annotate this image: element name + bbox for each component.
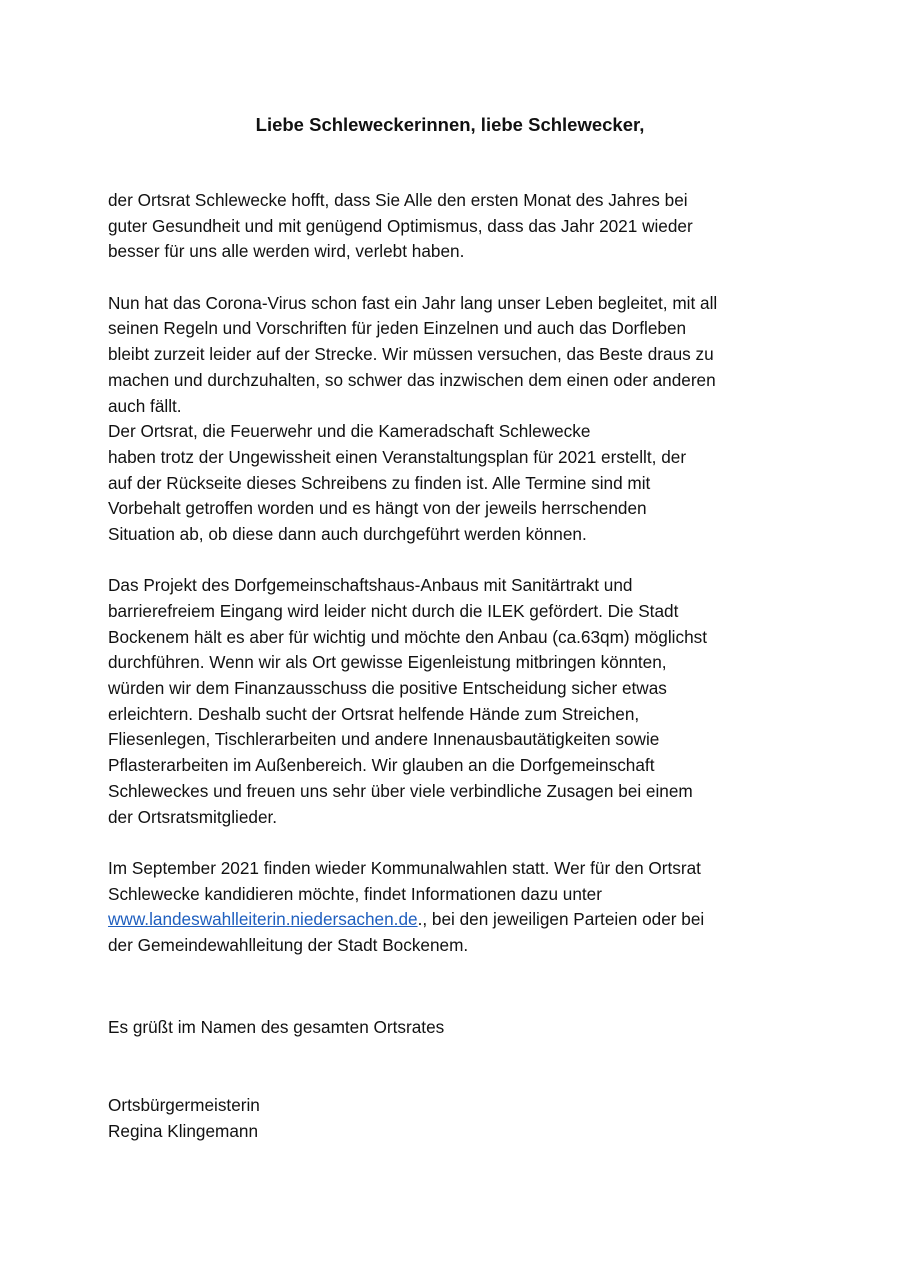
- text-line: Bockenem hält es aber für wichtig und möchte den Anbau (ca.63qm) möglichst: [108, 626, 708, 647]
- text-line: barrierefreiem Eingang wird leider nicht durch die ILEK gefördert. Die Stadt: [108, 601, 679, 621]
- text-line: Situation ab, ob diese dann auch durchgeführt werden können.: [108, 523, 587, 544]
- text-line: der Ortsratsmitglieder.: [108, 806, 278, 827]
- text-line: seinen Regeln und Vorschriften für jeden Einzelnen und auch das Dorfleben: [108, 318, 687, 339]
- signature-title: Ortsbürgermeisterin: [108, 1095, 260, 1115]
- text-line: Pflasterarbeiten im Außenbereich. Wir glauben an die Dorfgemeinschaft: [108, 755, 655, 776]
- text-line: Der Ortsrat, die Feuerwehr und die Kameradschaft Schlewecke: [108, 421, 591, 442]
- signature-name: Regina Klingemann: [108, 1120, 259, 1141]
- paragraph-intro: [108, 188, 798, 265]
- link-trailing-text: ., bei den jeweiligen Parteien oder bei: [417, 909, 705, 930]
- closing-line: Es grüßt im Namen des gesamten Ortsrates: [108, 1017, 445, 1037]
- signature-block: [108, 1093, 260, 1144]
- text-line: Nun hat das Corona-Virus schon fast ein Jahr lang unser Leben begleitet, mit all: [108, 292, 718, 313]
- election-info-link[interactable]: www.landeswahlleiterin.niedersachen.de: [108, 909, 418, 930]
- text-line: auch fällt.: [108, 395, 182, 416]
- text-line: erleichtern. Deshalb sucht der Ortsrat helfende Hände zum Streichen,: [108, 703, 640, 724]
- paragraph-project: [108, 573, 798, 830]
- text-line: Vorbehalt getroffen worden und es hängt von der jeweils herrschenden: [108, 498, 647, 519]
- text-line: haben trotz der Ungewissheit einen Veranstaltungsplan für 2021 erstellt, der: [108, 446, 687, 467]
- text-line: Schlewecke kandidieren möchte, findet Informationen dazu unter: [108, 883, 602, 904]
- text-line: machen und durchzuhalten, so schwer das inzwischen dem einen oder anderen: [108, 369, 716, 390]
- paragraph-corona: [108, 291, 798, 548]
- text-line: durchführen. Wenn wir als Ort gewisse Eigenleistung mitbringen könnten,: [108, 652, 667, 673]
- text-line: Schleweckes und freuen uns sehr über viele verbindliche Zusagen bei einem: [108, 780, 693, 801]
- paragraph-gap: [108, 830, 798, 856]
- text-line-with-link: [108, 907, 798, 933]
- text-line: Im September 2021 finden wieder Kommunalwahlen statt. Wer für den Ortsrat: [108, 857, 701, 878]
- text-line: der Ortsrat Schlewecke hofft, dass Sie Alle den ersten Monat des Jahres bei: [108, 190, 688, 210]
- text-line: besser für uns alle werden wird, verlebt haben.: [108, 241, 465, 262]
- text-line: guter Gesundheit und mit genügend Optimismus, dass das Jahr 2021 wieder: [108, 215, 693, 236]
- greeting-heading: Liebe Schleweckerinnen, liebe Schlewecker,: [255, 114, 645, 135]
- paragraph-gap: [108, 548, 798, 574]
- letter-body: [108, 188, 798, 959]
- text-line: auf der Rückseite dieses Schreibens zu finden ist. Alle Termine sind mit: [108, 472, 651, 493]
- paragraph-gap: [108, 265, 798, 291]
- text-line: würden wir dem Finanzausschuss die positive Entscheidung sicher etwas: [108, 678, 667, 699]
- text-line: der Gemeindewahlleitung der Stadt Bockenem.: [108, 934, 469, 955]
- text-line: Das Projekt des Dorfgemeinschaftshaus-Anbaus mit Sanitärtrakt und: [108, 575, 633, 596]
- paragraph-elections: [108, 856, 798, 959]
- text-line: bleibt zurzeit leider auf der Strecke. Wir müssen versuchen, das Beste draus zu: [108, 344, 714, 365]
- text-line: Fliesenlegen, Tischlerarbeiten und andere Innenausbautätigkeiten sowie: [108, 729, 660, 750]
